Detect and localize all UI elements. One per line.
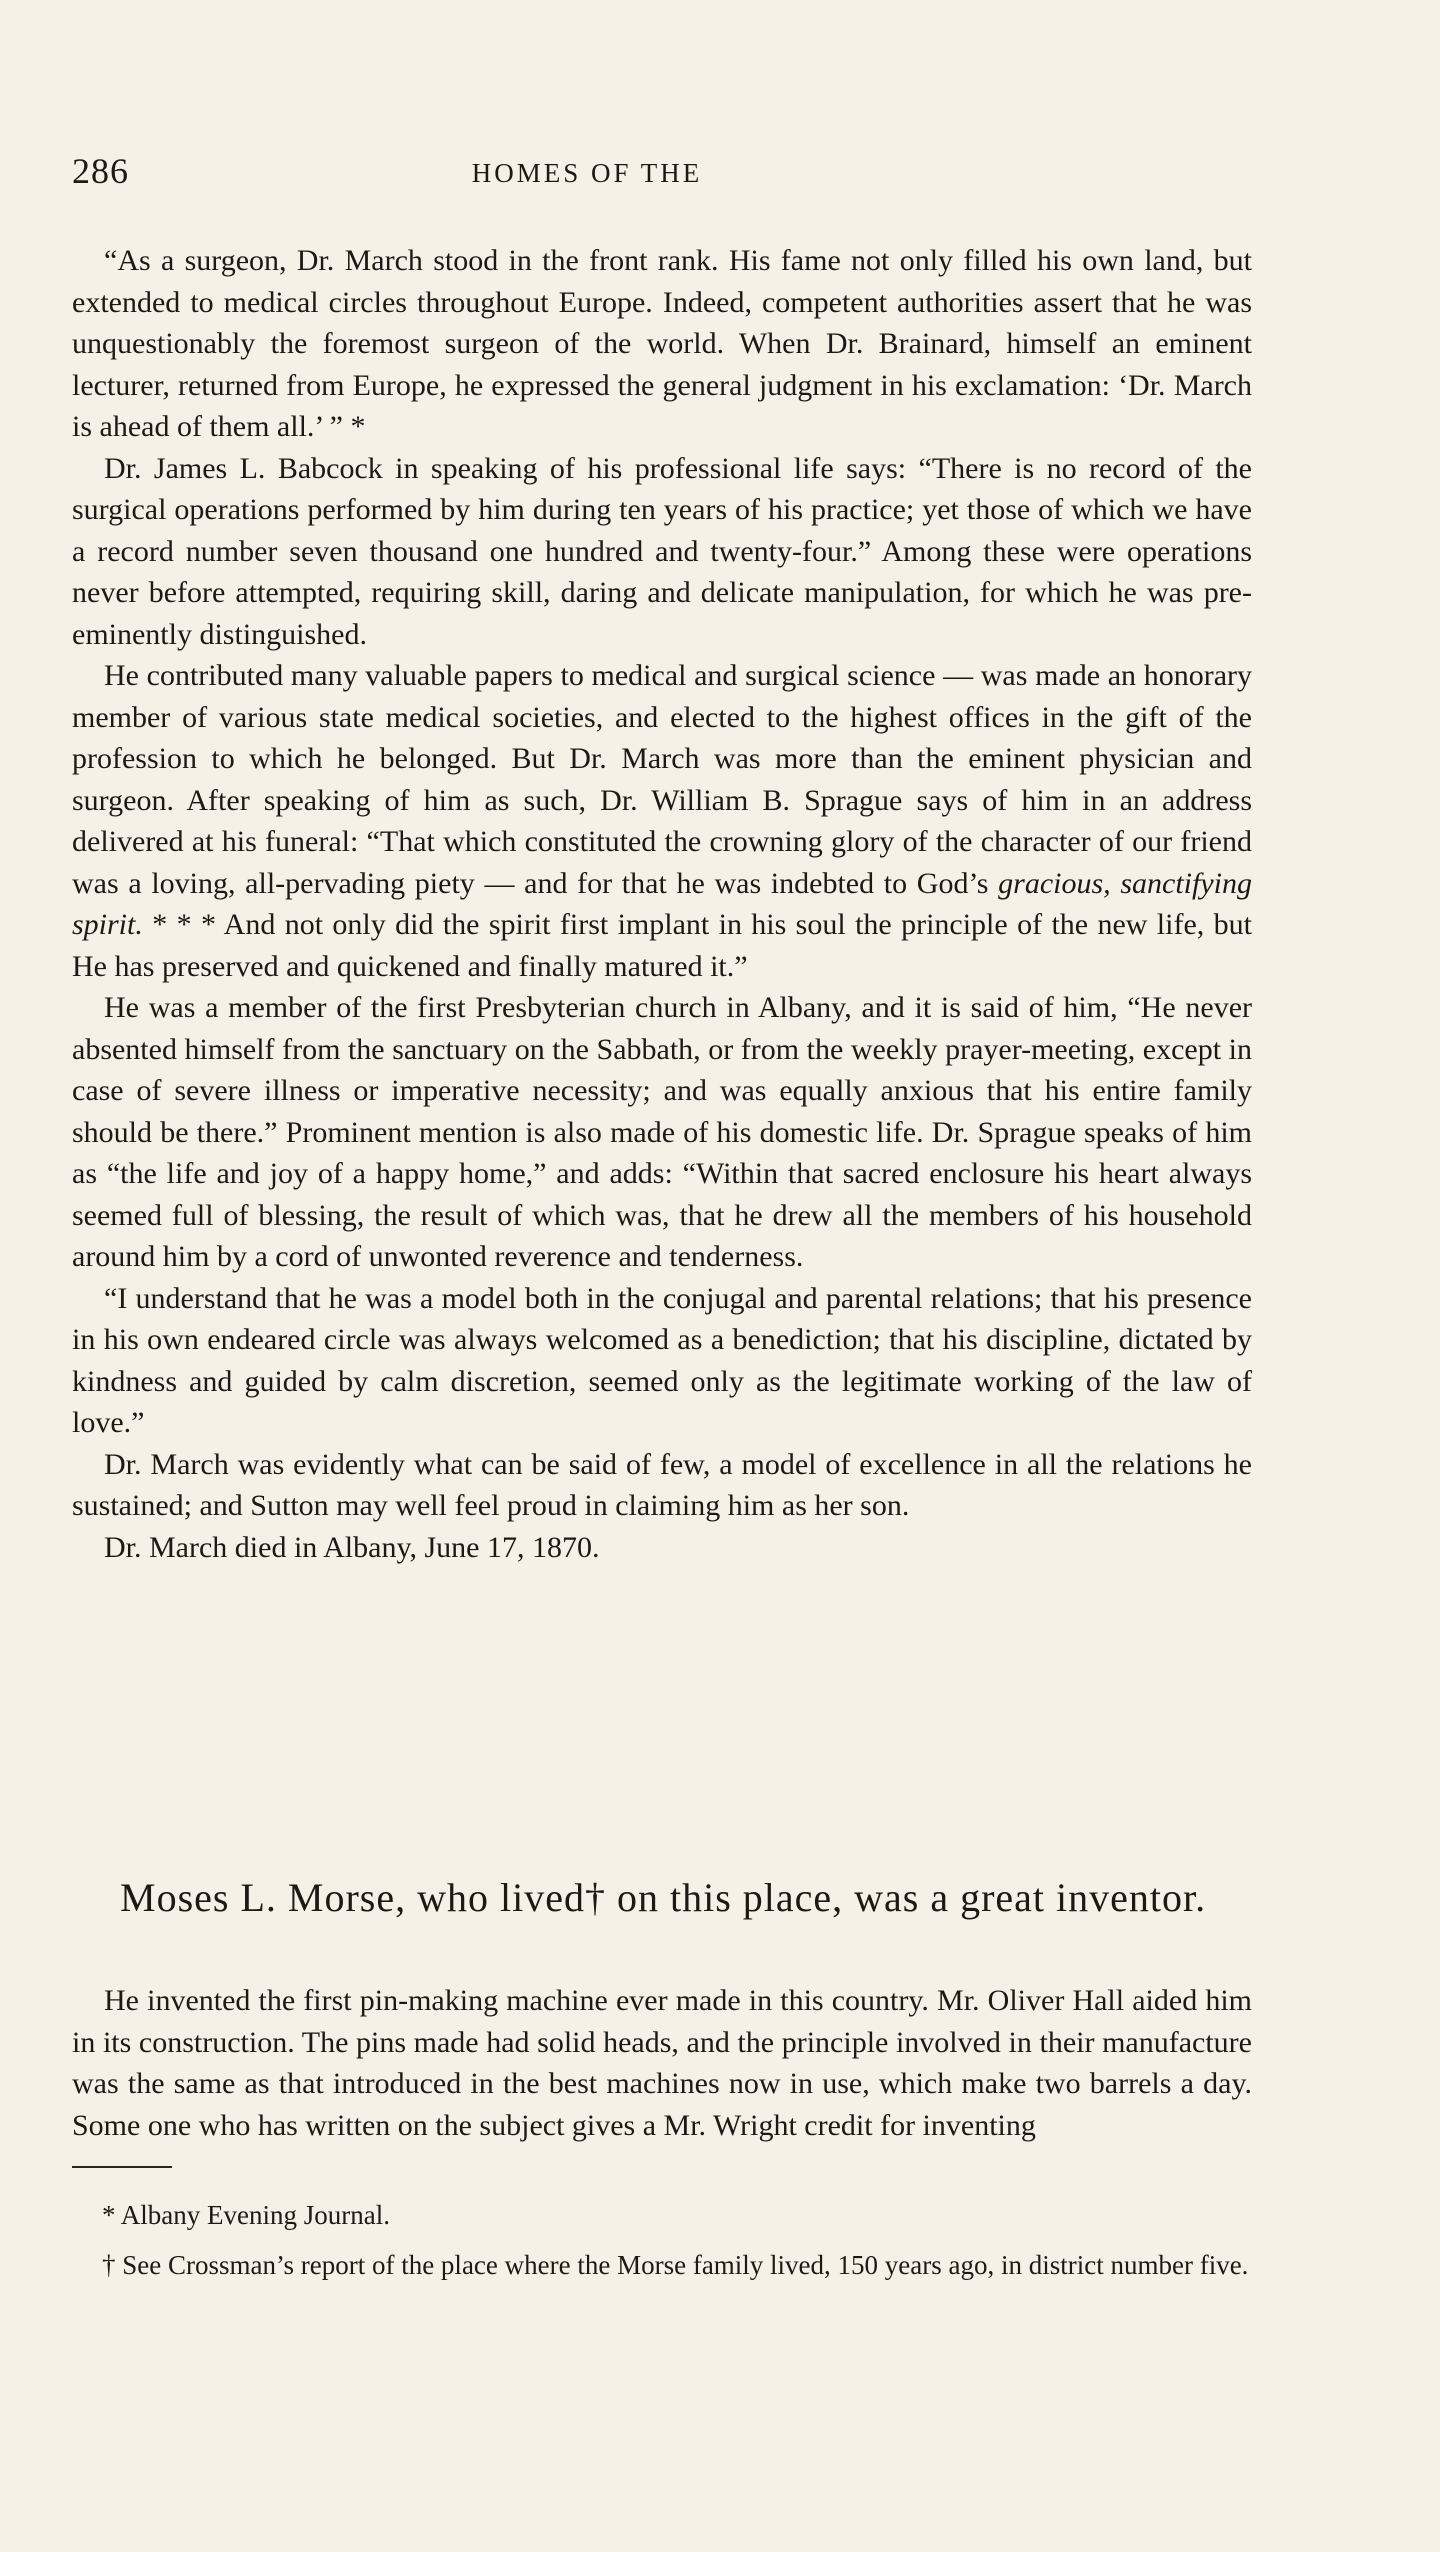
footnote-asterisk: * Albany Evening Journal.: [102, 2200, 390, 2230]
footnotes: [72, 2196, 1252, 2296]
section-heading-morse: Moses L. Morse, who lived† on this place, was a great inventor.: [120, 1875, 1207, 1920]
paragraph-surgeon-quote: “As a surgeon, Dr. March stood in the front rank. His fame not only filled his own land, but extended to medical circles throughout Europe. Indeed, competent authorities assert that he was unquestionably the foremost surgeon of the world. When Dr. Brainard, himself an eminent lecturer, returned from Europe, he expressed the general judgment in his exclamation: ‘Dr. March is ahead of them all.’ ” *: [72, 244, 1252, 443]
paragraph-excellence: Dr. March was evidently what can be said of few, a model of excellence in all the relations he sustained; and Sutton may well feel proud in claiming him as her son.: [72, 1447, 1252, 1522]
main-text: [72, 240, 1252, 1568]
paragraph-contributions: [72, 655, 1252, 987]
paragraph-church-member: He was a member of the first Presbyterian church in Albany, and it is said of him, “He never absented himself from the sanctuary on the Sabbath, or from the weekly prayer-meeting, except in case of severe illness or imperative necessity; and was equally anxious that his entire family should be there.” Prominent mention is also made of his domestic life. Dr. Sprague speaks of him as “the life and joy of a happy home,” and adds: “Within that sacred enclosure his heart always seemed full of blessing, the result of which was, that he drew all the members of his household around him by a cord of unwonted reverence and tenderness.: [72, 991, 1252, 1273]
footnote-dagger: † See Crossman’s report of the place where the Morse family lived, 150 years ago, in district number five.: [102, 2250, 1249, 2280]
footnote-divider: [72, 2166, 172, 2168]
italic-phrase: gracious, sanctifying spirit.: [72, 866, 1252, 941]
paragraph-contributions-start: He contributed many valuable papers to medical and surgical science — was made an honorary member of various state medical societies, and elected to the highest offices in the gift of the profession to which he belonged. But Dr. March was more than the eminent physician and surgeon. After speaking of him as such, Dr. William B. Sprague says of him in an address delivered at his funeral: “That which constituted the crowning glory of the character of our friend was a loving, all-pervading piety — and for that he was indebted to God’s: [72, 659, 1252, 900]
paragraph-model-relations: “I understand that he was a model both in the conjugal and parental relations; that his presence in his own endeared circle was always welcomed as a benediction; that his discipline, dictated by kindness and guided by calm discretion, seemed only as the legitimate working of the law of love.”: [72, 1281, 1252, 1439]
paragraph-babcock: Dr. James L. Babcock in speaking of his professional life says: “There is no record of the surgical operations performed by him during ten years of his practice; yet those of which we have a record number seven thousand one hundred and twenty-four.” Among these were operations never before attempted, requiring skill, daring and delicate manipulation, for which he was pre-eminently distinguished.: [72, 451, 1252, 651]
running-head: HOMES OF THE: [471, 158, 703, 188]
paragraph-contributions-end: * * * And not only did the spirit first implant in his soul the principle of the new life, but He has preserved and quickened and finally matured it.”: [72, 908, 1252, 983]
paragraph-death: Dr. March died in Albany, June 17, 1870.: [104, 1530, 600, 1564]
section-text: [72, 1980, 1252, 2146]
paragraph-pin-machine: He invented the first pin-making machine ever made in this country. Mr. Oliver Hall aided him in its construction. The pins made had solid heads, and the principle involved in their manufacture was the same as that introduced in the best machines now in use, which make two barrels a day. Some one who has written on the subject gives a Mr. Wright credit for inventing: [72, 1984, 1252, 2142]
page-number: 286: [72, 151, 129, 191]
page-header: [72, 150, 1252, 200]
